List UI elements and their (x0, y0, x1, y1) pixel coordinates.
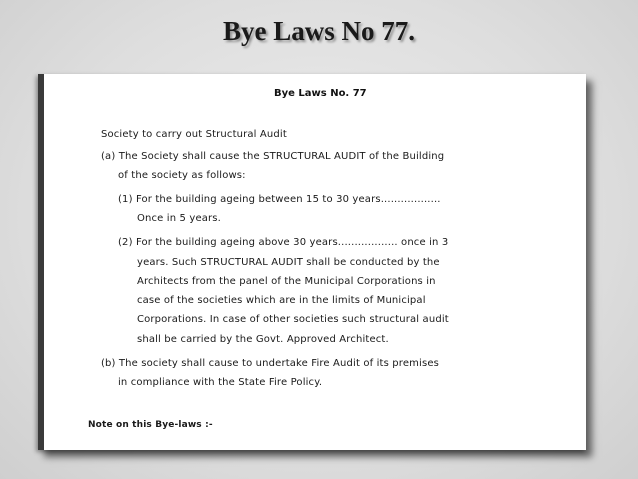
text-line: Architects from the panel of the Municipal Corporations in (137, 276, 436, 287)
text-line: years. Such STRUCTURAL AUDIT shall be conducted by the (137, 257, 440, 268)
section-title: Society to carry out Structural Audit (101, 129, 287, 140)
text-line: (1) For the building ageing between 15 to 30 years.................. (118, 194, 441, 205)
text-line: (2) For the building ageing above 30 years.................. once in 3 (118, 237, 449, 248)
document-page (38, 74, 586, 450)
text-line: Once in 5 years. (137, 213, 221, 224)
slide-title: Bye Laws No 77. (222, 16, 415, 46)
text-line: shall be carried by the Govt. Approved Architect. (137, 334, 389, 345)
text-line: (b) The society shall cause to undertake Fire Audit of its premises (101, 358, 439, 369)
document-heading: Bye Laws No. 77 (274, 88, 367, 99)
text-line: Corporations. In case of other societies such structural audit (137, 314, 449, 325)
text-line: in compliance with the State Fire Policy. (118, 377, 323, 388)
text-line: of the society as follows: (118, 170, 246, 181)
text-line: case of the societies which are in the limits of Municipal (137, 295, 426, 306)
text-line: (a) The Society shall cause the STRUCTURAL AUDIT of the Building (101, 151, 445, 162)
note-label: Note on this Bye-laws :- (88, 420, 213, 430)
